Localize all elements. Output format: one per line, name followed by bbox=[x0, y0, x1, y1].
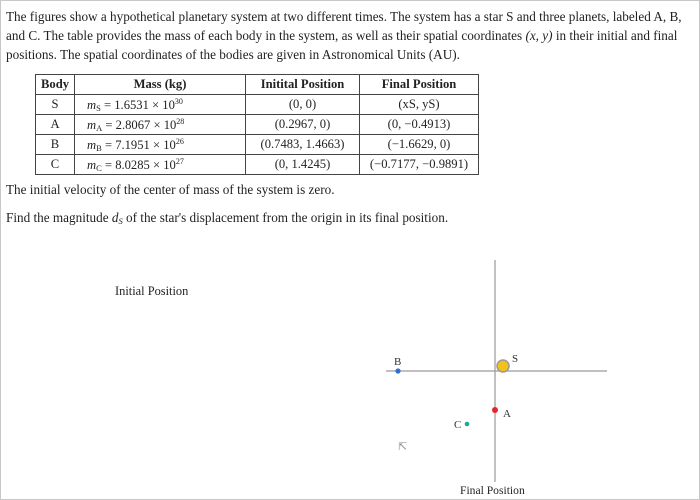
label-b: B bbox=[394, 356, 402, 368]
final-position-cell: (0, −0.4913) bbox=[360, 115, 479, 135]
mass-cell: $m_A = 2.8067 \times 10^{28}$ bbox=[75, 115, 246, 135]
intro-line-3: positions. The spatial coordinates of the bodies are given in Astronomical Units (AU). bbox=[6, 47, 460, 62]
mass-cell: $m_C = 8.0285 \times 10^{27}$ bbox=[75, 155, 246, 175]
mass-cell: $m_B = 7.1951 \times 10^{26}$ bbox=[75, 135, 246, 155]
intro-line-1: The figures show a hypothetical planetary system at two different times. The system has a star S and three planets, labeled A, B, bbox=[6, 9, 682, 24]
intro-line-2: and C. The table provides the mass of each body in the system, as well as their spatial coordinates bbox=[6, 28, 523, 43]
intro-line-2-end: in their initial and final bbox=[555, 28, 678, 43]
column-header-initial: Initital Position bbox=[246, 75, 360, 95]
question-suffix: of the star's displacement from the origin in its final position. bbox=[126, 210, 449, 225]
column-header-final: Final Position bbox=[360, 75, 479, 95]
final-position-cell: (−0.7177, −0.9891) bbox=[360, 155, 479, 175]
column-header-body: Body bbox=[36, 75, 75, 95]
star-s-marker bbox=[497, 360, 509, 372]
body-cell: C bbox=[36, 155, 75, 175]
planet-c-marker bbox=[465, 422, 470, 427]
initial-position-cell: (0.2967, 0) bbox=[246, 115, 360, 135]
planet-b-marker bbox=[395, 368, 400, 373]
label-a: A bbox=[503, 408, 511, 420]
question-prefix: Find the magnitude bbox=[6, 210, 109, 225]
initial-position-cell: (0, 1.4245) bbox=[246, 155, 360, 175]
final-position-cell: (xS, yS) bbox=[360, 95, 479, 115]
coordinates-notation: (x, y) bbox=[525, 28, 553, 43]
final-position-cell: (−1.6629, 0) bbox=[360, 135, 479, 155]
planet-a-marker bbox=[492, 407, 498, 413]
velocity-statement: The initial velocity of the center of mass of the system is zero. bbox=[6, 182, 335, 197]
mass-cell: $m_S = 1.6531 \times 10^{30}$ bbox=[75, 95, 246, 115]
label-s: S bbox=[512, 353, 519, 365]
initial-position-label: Initial Position bbox=[115, 284, 189, 298]
displacement-symbol: $d_S$ bbox=[111, 210, 123, 226]
column-header-mass: Mass (kg) bbox=[75, 75, 246, 95]
initial-position-cell: (0.7483, 1.4663) bbox=[246, 135, 360, 155]
body-cell: S bbox=[36, 95, 75, 115]
body-cell: B bbox=[36, 135, 75, 155]
mouse-cursor-icon: ⇱ bbox=[398, 441, 408, 453]
initial-position-cell: (0, 0) bbox=[246, 95, 360, 115]
final-position-label: Final Position bbox=[460, 484, 525, 497]
body-cell: A bbox=[36, 115, 75, 135]
label-c: C bbox=[454, 419, 462, 431]
